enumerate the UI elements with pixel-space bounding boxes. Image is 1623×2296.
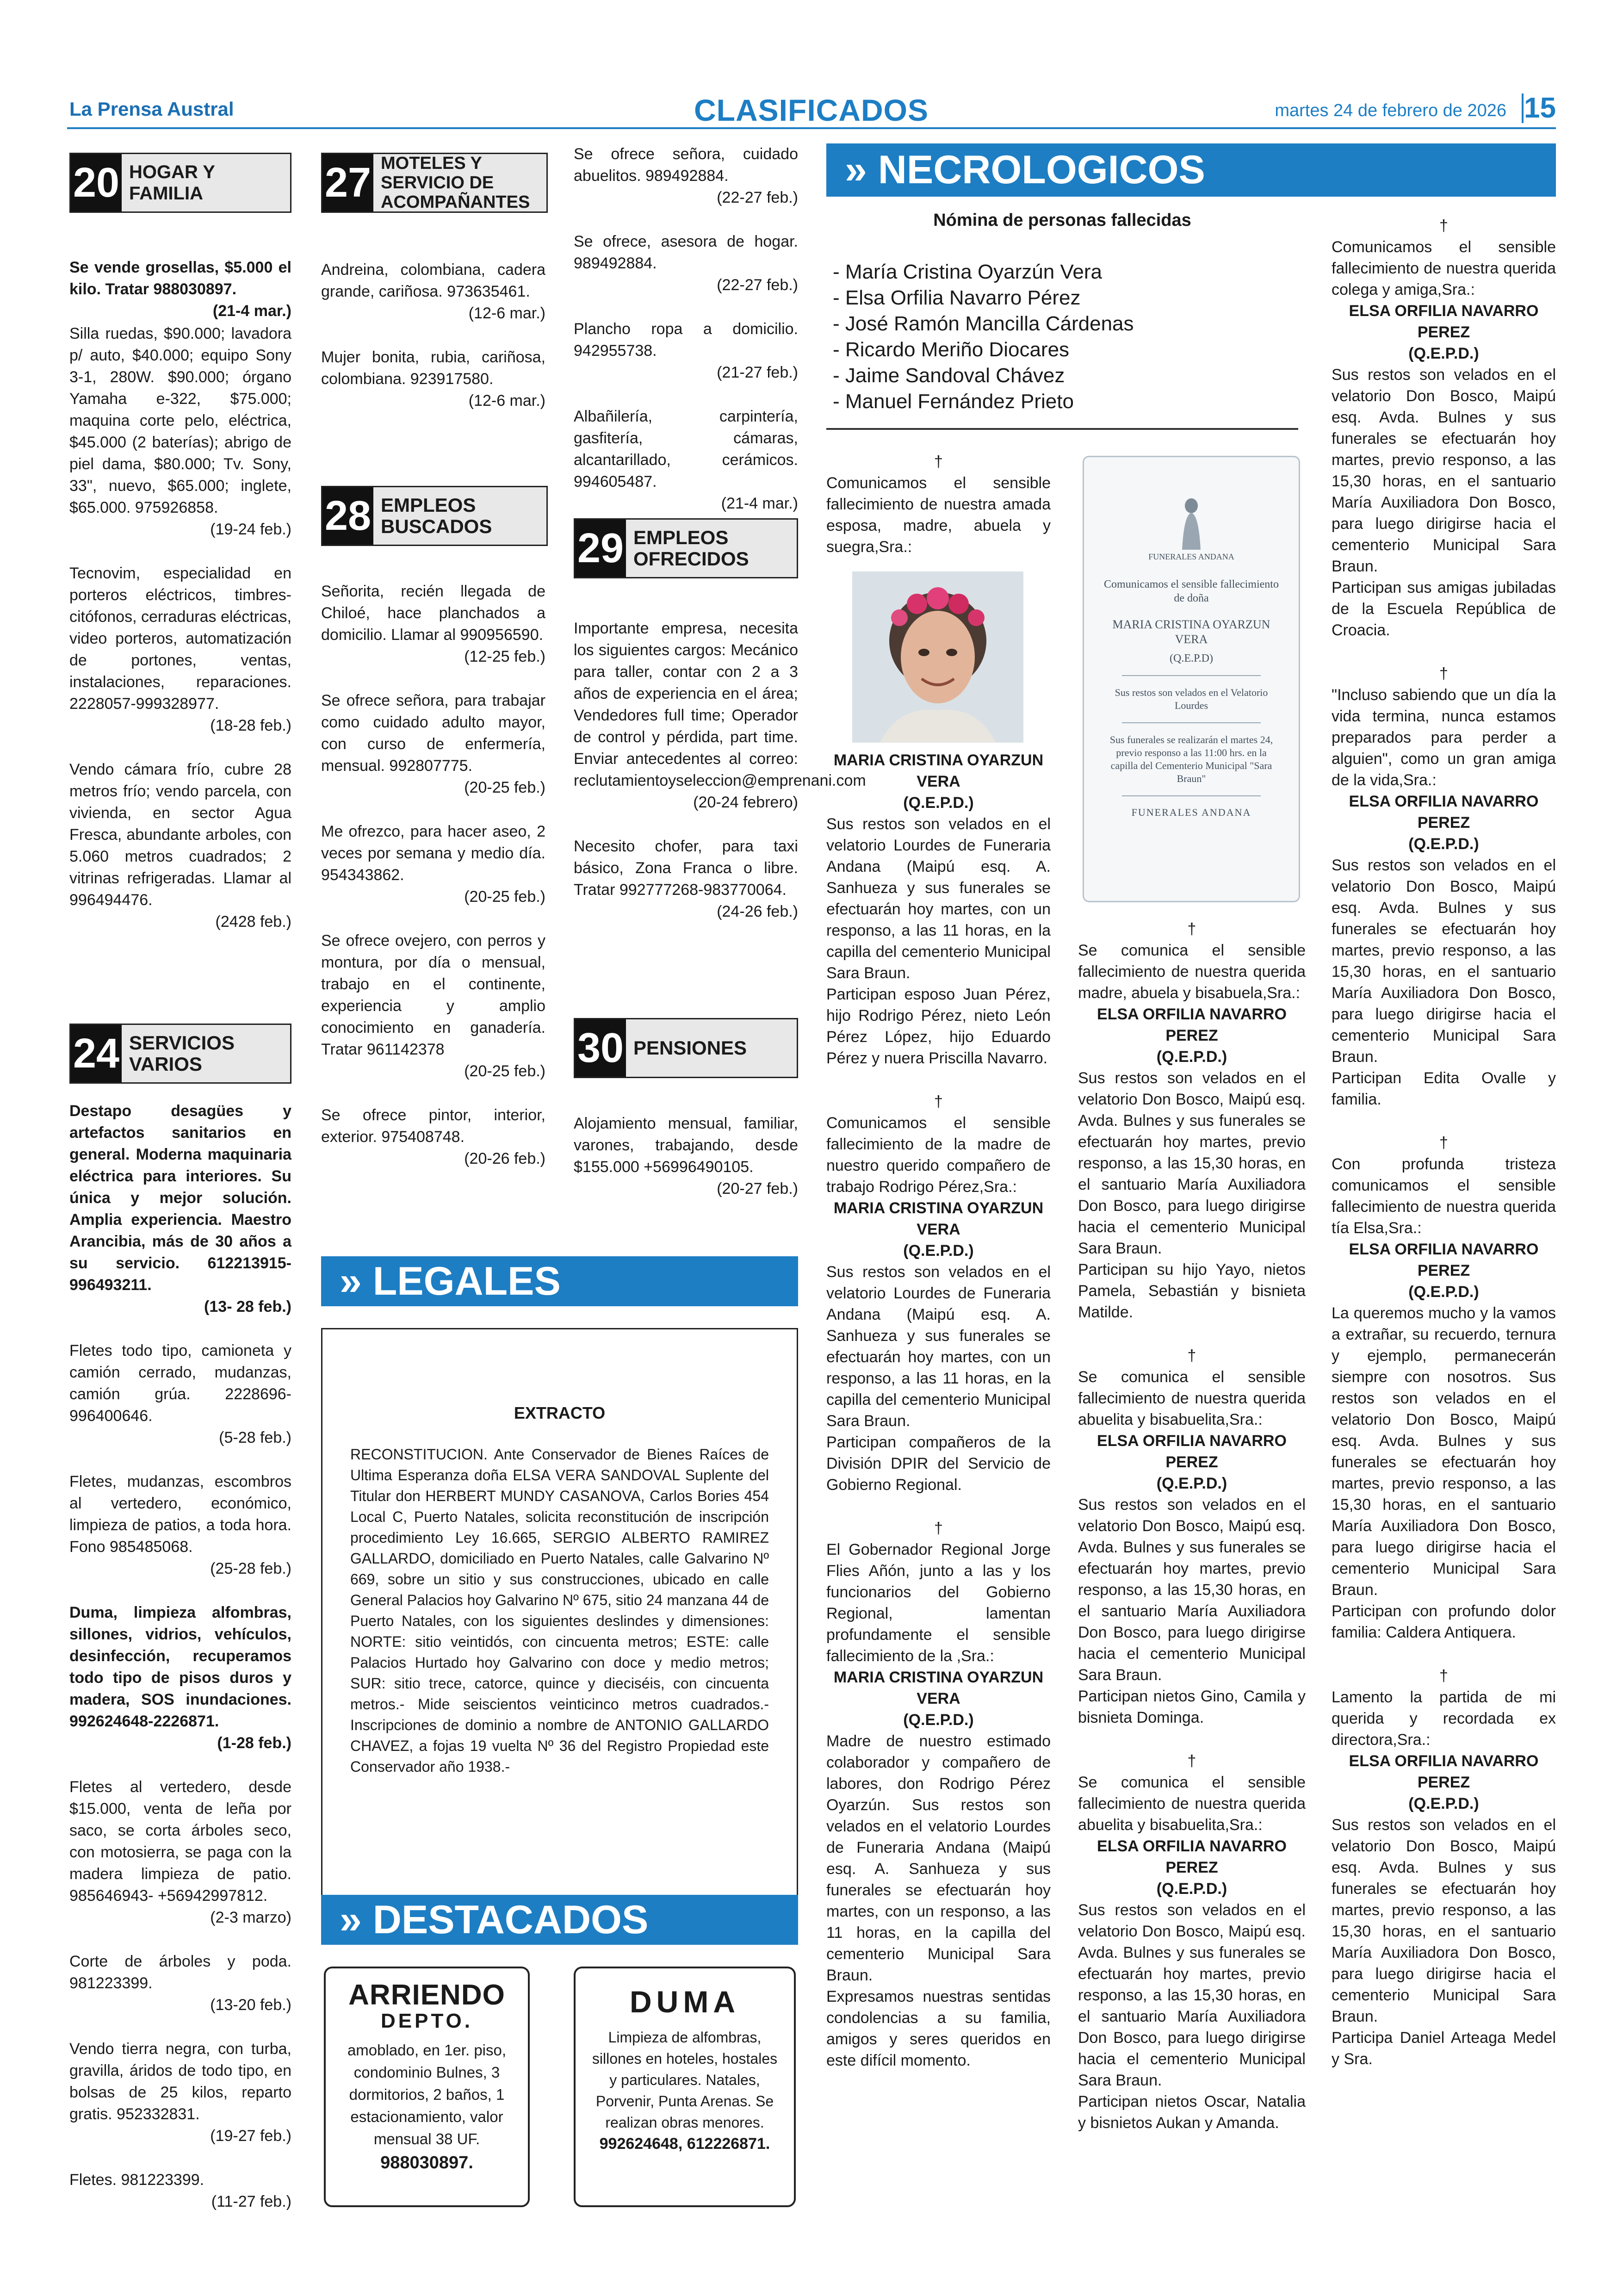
ad-text: Se ofrece señora, para trabajar como cuidado adulto mayor, con curso de enfermería, mensual. 992807775. — [321, 692, 545, 775]
ad-text: Vendo tierra negra, con turba, gravilla, áridos de todo tipo, en bolsas de 25 kilos, reparto gratis. 952332831. — [69, 2040, 291, 2123]
section-label: PENSIONES — [633, 1037, 747, 1059]
obituary-participants: Participan nietos Oscar, Natalia y bisnietos Aukan y Amanda. — [1078, 2093, 1306, 2132]
obituary — [1078, 1750, 1306, 2134]
header-separator — [1522, 93, 1524, 123]
obituary-intro: El Gobernador Regional Jorge Flies Añón, junto a las y los funcionarios del Gobierno Regional, lamentan profundamente el sensible fallecimiento de la ,Sra.: — [826, 1541, 1051, 1665]
obituary-name: ELSA ORFILIA NAVARRO PEREZ — [1097, 1005, 1287, 1044]
obituary-qepd: (Q.E.P.D.) — [1408, 1795, 1479, 1812]
section-number: 24 — [71, 1025, 122, 1082]
ad-text: Se ofrece, asesora de hogar. 989492884. — [574, 233, 798, 272]
virgin-figure-icon — [1177, 494, 1205, 550]
card-footer: FUNERALES ANDANA — [1131, 807, 1251, 818]
section-number: 29 — [575, 520, 626, 577]
nomina-list — [833, 259, 1295, 415]
section-header-29 — [574, 518, 798, 578]
section-header-28 — [321, 486, 548, 546]
obituary-intro — [826, 451, 1051, 558]
ad-date: (12-6 mar.) — [468, 304, 545, 322]
card-line1: Comunicamos el sensible fallecimiento de doña — [1104, 578, 1279, 604]
ad-text: Se ofrece pintor, interior, exterior. 975408748. — [321, 1106, 545, 1146]
ad-date: (20-26 feb.) — [464, 1150, 545, 1167]
classified-ad — [574, 318, 798, 384]
cross-icon: † — [934, 1093, 943, 1111]
ad-text: Corte de árboles y poda. 981223399. — [69, 1953, 291, 1992]
obituary-intro: Se comunica el sensible fallecimiento de nuestra querida madre, abuela y bisabuela,Sra.: — [1078, 942, 1306, 1002]
nomina-item: - Jaime Sandoval Chávez — [833, 364, 1065, 387]
classified-ad — [69, 1776, 291, 1929]
ad-subtitle: DEPTO. — [380, 2010, 473, 2032]
card-line2: Sus restos son velados en el Velatorio Lourdes — [1115, 687, 1268, 711]
column-hogar — [69, 257, 291, 955]
card-top: FUNERALES ANDANA — [1148, 552, 1234, 561]
ad-text: Andreina, colombiana, cadera grande, cariñosa. 973635461. — [321, 261, 545, 300]
classified-ad — [574, 618, 866, 813]
obituary-qepd: (Q.E.P.D.) — [1156, 1880, 1227, 1898]
ad-text: Señorita, recién llegada de Chiloé, hace planchados a domicilio. Llamar al 990956590. — [321, 583, 545, 644]
section-label: HOGAR Y FAMILIA — [129, 162, 215, 204]
classified-ad — [69, 2038, 291, 2147]
nomina-item: - Manuel Fernández Prieto — [833, 390, 1074, 413]
obituary — [826, 750, 1051, 1069]
ad-text: Plancho ropa a domicilio. 942955738. — [574, 320, 798, 360]
ad-date: (1-28 feb.) — [217, 1734, 291, 1752]
classified-ad — [69, 1471, 291, 1580]
obituary-participants: Participa Daniel Arteaga Medel y Sra. — [1332, 2029, 1556, 2068]
section-number: 30 — [575, 1019, 626, 1077]
extracto-body: RECONSTITUCION. Ante Conservador de Bienes Raíces de Ultima Esperanza doña ELSA VERA SANDOVAL Suplente del Titular don HERBERT MUNDY CASANOVA, Carlos Bories 454 Local C, Puerto Natales, solicita reconstitución de inscripción procedimiento Ley 16.665, SERGIO ALBERTO RAMIREZ GALLARDO, domiciliado en Puerto Natales, calle Galvarino Nº 669, sobre un sitio y sus construcciones, ubicado en calle General Palacios hoy Galvarino Nº 675, sitio 24 manzana 44 de Puerto Natales, con los siguientes deslindes y dimensiones: NORTE: sitio veintidós, con cincuenta metros; ESTE: calle Palacios Hurtado hoy Galvarino con doce y medio metros; SUR: sitio trece, catorce, quince y dieciséis, con cincuenta metros.- Mide seiscientos veinticinco metros cuadrados.-Inscripciones de dominio a nombre de ANTONIO GALLARDO CHAVEZ, a fojas 19 vuelta Nº 36 del Registro Propiedad este Conservador año 1938.- — [350, 1446, 769, 1775]
ad-date: (12-25 feb.) — [464, 648, 545, 665]
ad-text: Fletes, mudanzas, escombros al vertedero, económico, limpieza de patios, a toda hora. Fono 985485068. — [69, 1473, 291, 1556]
obituary — [1332, 1665, 1556, 2070]
classified-ad — [574, 406, 798, 515]
obituaries-column-b — [1078, 918, 1306, 2156]
column-empleos-ofrecidos — [574, 618, 866, 945]
cross-icon: † — [1439, 1134, 1448, 1152]
section-title: CLASIFICADOS — [694, 93, 929, 127]
ad-text: Se ofrece ovejero, con perros y montura, por día o mensual, trabajo en el continente, experiencia y amplio conocimiento en ganadería. Tratar 961142378 — [321, 932, 545, 1058]
ad-date: (20-25 feb.) — [464, 888, 545, 906]
cross-icon: † — [1187, 1752, 1196, 1770]
classified-ad — [321, 821, 545, 908]
classified-ad — [321, 581, 545, 668]
section-number: 28 — [322, 487, 373, 545]
nomina-item: - Ricardo Meriño Diocares — [833, 338, 1070, 361]
obituary-intro: Comunicamos el sensible fallecimiento de la madre de nuestro querido compañero de trabajo Rodrigo Pérez,Sra.: — [826, 1114, 1051, 1196]
cross-icon: † — [934, 453, 943, 471]
obituary — [1332, 215, 1556, 641]
obituary-body: Madre de nuestro estimado colaborador y compañero de labores, don Rodrigo Pérez Oyarzún. Sus restos son velados en el velatorio Lourdes de Funeraria Andana (Maipú esq. A. Sanhueza y sus funerales se efectuarán hoy martes, con un responso, a las 11 horas, en la capilla del cementerio Municipal Sara Braun. — [826, 1732, 1051, 1984]
obituary — [826, 1518, 1051, 2071]
section-label: MOTELES Y SERVICIO DE ACOMPAÑANTES — [381, 154, 530, 212]
ad-date: (21-4 mar.) — [212, 302, 291, 320]
obituary-intro: Comunicamos el sensible fallecimiento de nuestra querida colega y amiga,Sra.: — [1332, 238, 1556, 298]
obituaries-column-c — [1332, 215, 1556, 2092]
classified-ad — [574, 836, 798, 923]
obituary — [1078, 1345, 1306, 1728]
obituary-intro: Comunicamos el sensible fallecimiento de nuestra amada esposa, madre, abuela y suegra,Sra.: — [826, 474, 1051, 556]
section-label: EMPLEOS OFRECIDOS — [633, 527, 749, 570]
ad-title: DUMA — [630, 1985, 740, 2019]
obituary-name: ELSA ORFILIA NAVARRO PEREZ — [1349, 1752, 1539, 1791]
obituary-qepd: (Q.E.P.D.) — [1408, 835, 1479, 853]
section-number: 27 — [322, 154, 373, 211]
classified-ad — [321, 930, 545, 1082]
column-varios — [574, 143, 798, 537]
ad-text: Fletes todo tipo, camioneta y camión cerrado, mudanzas, camión grúa. 2228696-996400646. — [69, 1342, 291, 1425]
obituary-intro: Se comunica el sensible fallecimiento de nuestra querida abuelita y bisabuelita,Sra.: — [1078, 1368, 1306, 1428]
obituary — [826, 1091, 1051, 1496]
ad-date: (12-6 mar.) — [468, 392, 545, 410]
column-empleos-buscados — [321, 581, 545, 1192]
extracto-title: EXTRACTO — [514, 1403, 606, 1422]
obituary — [1332, 1132, 1556, 1643]
ad-text: Silla ruedas, $90.000; lavadora p/ auto, $40.000; equipo Sony 3-1, 280W. $90.000; órgano Yamaha e-322, $75.000; maquina corte pelo, eléctrica, $45.000 (2 baterías); abrigo de piel dama, $80.000; Tv. Sony, 33", nuevo, $65.000; inglete, $65.000. 975926858. — [69, 325, 291, 516]
cross-icon: † — [934, 1520, 943, 1537]
obituary-name: ELSA ORFILIA NAVARRO PEREZ — [1097, 1837, 1287, 1876]
ad-arriendo[interactable] — [324, 1967, 530, 2207]
section-number: 20 — [71, 154, 122, 211]
issue-date: martes 24 de febrero de 2026 — [1275, 101, 1506, 120]
cross-icon: † — [1439, 1667, 1448, 1685]
ad-date: (21-27 feb.) — [717, 364, 798, 381]
classified-ad — [574, 143, 798, 209]
ad-text: Mujer bonita, rubia, cariñosa, colombiana. 923917580. — [321, 348, 545, 388]
obituary-qepd: (Q.E.P.D.) — [1156, 1475, 1227, 1492]
cross-icon: † — [1187, 920, 1196, 938]
obituary-qepd: (Q.E.P.D.) — [903, 794, 974, 812]
obituary-body: Sus restos son velados en el velatorio Don Bosco, Maipú esq. Avda. Bulnes y sus funerales se efectuarán hoy martes, previo responso, a las 15,30 horas, en el santuario María Auxiliadora Don Bosco, para luego dirigirse hacia el cementerio Municipal Sara Braun. — [1078, 1496, 1306, 1684]
obituary-body: Sus restos son velados en el velatorio Don Bosco, Maipú esq. Avda. Bulnes y sus funerales se efectuarán hoy martes, previo responso, a las 15,30 horas, en el santuario María Auxiliadora Don Bosco, para luego dirigirse hacia el cementerio Municipal Sara Braun. — [1332, 1816, 1556, 2025]
section-header-30 — [574, 1018, 798, 1078]
ad-date: (19-24 feb.) — [210, 521, 291, 538]
cross-icon: † — [1439, 665, 1448, 683]
obituary-name: ELSA ORFILIA NAVARRO PEREZ — [1349, 793, 1539, 832]
classified-ad — [321, 690, 545, 799]
classified-ad — [69, 1951, 291, 2016]
obituary-qepd: (Q.E.P.D.) — [1156, 1048, 1227, 1066]
ad-date: (20-25 feb.) — [464, 1062, 545, 1080]
ad-text: Fletes. 981223399. — [69, 2171, 204, 2189]
obituary-body: Sus restos son velados en el velatorio Lourdes de Funeraria Andana (Maipú esq. A. Sanhueza y sus funerales se efectuarán hoy martes, con un responso, a las 11 horas, en la capilla del cementerio Municipal Sara Braun. — [826, 815, 1051, 982]
obituary-participants: Participan sus amigas jubiladas de la Escuela República de Croacia. — [1332, 579, 1556, 639]
newspaper-brand: La Prensa Austral — [69, 98, 234, 120]
ad-date: (5-28 feb.) — [219, 1429, 291, 1446]
ad-date: (11-27 feb.) — [211, 2193, 291, 2210]
ad-text: Duma, limpieza alfombras, sillones, vidrios, vehículos, desinfección, recuperamos todo tipo de pisos duros y madera, SOS inundaciones. 992624648-2226871. — [69, 1604, 291, 1730]
obituary-participants: Participan esposo Juan Pérez, hijo Rodrigo Pérez, nieto León Pérez López, hijo Eduardo Pérez y nuera Priscilla Navarro. — [826, 986, 1051, 1067]
obituary-intro: Lamento la partida de mi querida y recordada ex directora,Sra.: — [1332, 1688, 1556, 1749]
classified-ad — [574, 1113, 798, 1200]
classified-ad — [321, 347, 545, 412]
section-header-20 — [69, 153, 291, 213]
column-pensiones — [574, 1113, 798, 1222]
classified-ad — [321, 259, 545, 324]
obituary-body: Sus restos son velados en el velatorio Lourdes de Funeraria Andana (Maipú esq. A. Sanhueza y sus funerales se efectuarán hoy martes, con un responso, a las 11 horas, en la capilla del cementerio Municipal Sara Braun. — [826, 1263, 1051, 1430]
classified-ad — [69, 563, 291, 737]
column-moteles — [321, 259, 545, 434]
classified-ad — [69, 1340, 291, 1449]
obituary-participants: Expresamos nuestras sentidas condolencias a su familia, amigos y seres queridos en este difícil momento. — [826, 1988, 1051, 2069]
ad-date: (22-27 feb.) — [717, 189, 798, 206]
obituary-qepd: (Q.E.P.D.) — [1408, 345, 1479, 362]
nomina-rule — [826, 428, 1298, 430]
obituary-body: La queremos mucho y la vamos a extrañar, su recuerdo, ternura y ejemplo, permanecerán siempre con nosotros. Sus restos son velados en el velatorio Don Bosco, Maipú esq. Avda. Bulnes y sus funerales se efectuarán hoy martes, previo responso, a las 15,30 horas, en el santuario María Auxiliadora Don Bosco, para luego dirigirse hacia el cementerio Municipal Sara Braun. — [1332, 1304, 1556, 1599]
section-header-27 — [321, 153, 548, 213]
obituary-intro: Se comunica el sensible fallecimiento de nuestra querida abuelita y bisabuelita,Sra.: — [1078, 1774, 1306, 1834]
obituary — [1332, 663, 1556, 1110]
ad-text: Se vende grosellas, $5.000 el kilo. Tratar 988030897. — [69, 259, 291, 298]
obituary-participants: Participan compañeros de la División DPIR del Servicio de Gobierno Regional. — [826, 1433, 1051, 1494]
ad-text: Me ofrezco, para hacer aseo, 2 veces por semana y medio día. 954343862. — [321, 823, 545, 884]
cross-icon: † — [1187, 1347, 1196, 1365]
ad-date: (18-28 feb.) — [210, 717, 291, 734]
card-line3: Sus funerales se realizarán el martes 24, previo responso a las 11:00 hrs. en la capilla del Cementerio Municipal "Sara Braun" — [1109, 734, 1273, 784]
column-servicios — [69, 1100, 291, 2235]
obituary-participants: Participan con profundo dolor familia: Caldera Antiquera. — [1332, 1602, 1556, 1641]
classified-ad — [574, 231, 798, 296]
funeral-card — [1083, 456, 1300, 902]
necrologicos-banner: » NECROLOGICOS — [826, 143, 1556, 197]
ad-text: Albañilería, carpintería, gasfitería, cámaras, alcantarillado, cerámicos. 994605487. — [574, 408, 798, 490]
obituary-qepd: (Q.E.P.D.) — [903, 1242, 974, 1260]
legales-banner: » LEGALES — [321, 1256, 798, 1306]
ad-duma[interactable] — [574, 1967, 796, 2207]
ad-text: Destapo desagües y artefactos sanitarios en general. Moderna maquinaria eléctrica para interiores. Su única y mejor solución. Amplia experiencia. Maestro Arancibia, más de 30 años a su servicio. 61221391​5- 996493211. — [69, 1102, 291, 1294]
classified-ad — [69, 759, 291, 933]
obituaries-column-a — [826, 750, 1051, 2093]
ad-text: Vendo cámara frío, cubre 28 metros frío; vendo parcela, con vivienda, en sector Agua Fresca, abundante arboles, con 5.060 metros cuadrados; 2 vitrinas refrigeradas. Llamar al 996494476. — [69, 761, 291, 909]
ad-date: (13-20 feb.) — [210, 1996, 291, 2014]
ad-text: Necesito chofer, para taxi básico, Zona Franca o libre. Tratar 992777268-983770064. — [574, 838, 798, 899]
ad-text: Se ofrece señora, cuidado abuelitos. 989492884. — [574, 145, 798, 185]
obituary-participants: Participan nietos Gino, Camila y bisnieta Dominga. — [1078, 1688, 1306, 1726]
ad-text: Importante empresa, necesita los siguientes cargos: Mecánico para taller, contar con 2 a 3 años de experiencia en el área; Vendedores full time; Operador de control y pérdida, part time. Enviar antecedentes al correo: reclutamientoyseleccion@emprenani.com — [574, 620, 866, 789]
obituary-qepd: (Q.E.P.D.) — [903, 1711, 974, 1729]
cross-icon: † — [1439, 217, 1448, 235]
ad-date: (22-27 feb.) — [717, 276, 798, 294]
ad-phone: 988030897. — [380, 2153, 473, 2172]
ad-title: ARRIENDO — [348, 1979, 505, 2011]
ad-date: (24-26 feb.) — [717, 903, 798, 920]
ad-date: (2-3 marzo) — [210, 1909, 291, 1926]
obituary-name: MARIA CRISTINA OYARZUN VERA — [833, 1669, 1044, 1707]
obituary-name: ELSA ORFILIA NAVARRO PEREZ — [1349, 1241, 1539, 1279]
obituary — [1078, 918, 1306, 1323]
ad-date: (19-27 feb.) — [210, 2127, 291, 2145]
nomina-title: Nómina de personas fallecidas — [933, 211, 1191, 230]
classified-ad — [69, 1602, 291, 1754]
obituary-body: Sus restos son velados en el velatorio Don Bosco, Maipú esq. Avda. Bulnes y sus funerales se efectuarán hoy martes, previo responso, a las 15,30 horas, en el santuario María Auxiliadora Don Bosco, para luego dirigirse hacia el cementerio Municipal Sara Braun. — [1078, 1069, 1306, 1257]
page-number: 15 — [1524, 92, 1556, 124]
nomina-item: - Elsa Orfilia Navarro Pérez — [833, 286, 1081, 309]
ad-date: (21-4 mar.) — [721, 495, 798, 512]
ad-phone: 992624648, 612226871. — [599, 2135, 770, 2153]
classified-ad — [69, 257, 291, 540]
legales-box — [321, 1328, 798, 1916]
ad-text: Fletes al vertedero, desde $15.000, venta de leña por saco, se corta árboles seco, con motosierra, se paga con la madera limpieza de patio. 985646943- +56942997812. — [69, 1778, 291, 1905]
ad-body: Limpieza de alfombras, sillones en hoteles, hostales y particulares. Natales, Porvenir, Punta Arenas. Se realizan obras menores. — [592, 2029, 778, 2131]
ad-date: (25-28 feb.) — [210, 1560, 291, 1577]
card-qepd: (Q.E.P.D) — [1170, 652, 1213, 664]
classified-ad — [69, 1100, 291, 1318]
obituary-photo — [852, 571, 1023, 743]
ad-text: Tecnovim, especialidad en porteros eléctricos, timbres- citófonos, cerraduras eléctricas, video porteros, automatización de portones, ventas, instalaciones, reparaciones. 2228057-999328977. — [69, 565, 291, 713]
obituary-body: Sus restos son velados en el velatorio Don Bosco, Maipú esq. Avda. Bulnes y sus funerales se efectuarán hoy martes, previo responso, a las 15,30 horas, en el santuario María Auxiliadora Don Bosco, para luego dirigirse hacia el cementerio Municipal Sara Braun. — [1078, 1901, 1306, 2089]
obituary-intro: Con profunda tristeza comunicamos el sensible fallecimiento de nuestra querida tía Elsa,Sra.: — [1332, 1155, 1556, 1237]
nomina-item: - José Ramón Mancilla Cárdenas — [833, 312, 1134, 335]
classified-ad — [321, 1105, 545, 1170]
ad-date: (20-27 feb.) — [717, 1180, 798, 1198]
obituary-name: ELSA ORFILIA NAVARRO PEREZ — [1349, 302, 1539, 341]
card-name: MARIA CRISTINA OYARZUN VERA — [1112, 618, 1270, 646]
obituary-participants: Participan Edita Ovalle y familia. — [1332, 1069, 1556, 1108]
ad-date: (2428 feb.) — [215, 913, 291, 931]
header-rule — [67, 127, 1556, 129]
nomina-item: - María Cristina Oyarzún Vera — [833, 261, 1102, 283]
section-label: EMPLEOS BUSCADOS — [381, 494, 492, 537]
obituary-name: MARIA CRISTINA OYARZUN VERA — [833, 1199, 1044, 1238]
obituary-body: Sus restos son velados en el velatorio Don Bosco, Maipú esq. Avda. Bulnes y sus funerales se efectuarán hoy martes, previo responso, a las 15,30 horas, en el santuario María Auxiliadora Don Bosco, para luego dirigirse hacia el cementerio Municipal Sara Braun. — [1332, 856, 1556, 1066]
destacados-banner: » DESTACADOS — [321, 1895, 798, 1945]
obituary-name: MARIA CRISTINA OYARZUN VERA — [833, 751, 1044, 790]
obituary-intro: "Incluso sabiendo que un día la vida termina, nunca estamos preparados para perder a alguien", como un gran amiga de la vida,Sra.: — [1332, 686, 1556, 789]
obituary-qepd: (Q.E.P.D.) — [1408, 1283, 1479, 1301]
section-header-24 — [69, 1024, 291, 1084]
ad-date: (20-25 feb.) — [464, 779, 545, 796]
classified-ad — [69, 2169, 291, 2213]
obituary-participants: Participan su hijo Yayo, nietos Pamela, Sebastián y bisnieta Matilde. — [1078, 1261, 1306, 1321]
ad-text: Alojamiento mensual, familiar, varones, trabajando, desde $155.000 +56996490105. — [574, 1115, 798, 1176]
obituary-name: ELSA ORFILIA NAVARRO PEREZ — [1097, 1432, 1287, 1471]
ad-date: (20-24 febrero) — [693, 794, 798, 811]
ad-body: amoblado, en 1er. piso, condominio Bulnes, 3 dormitorios, 2 baños, 1 estacionamiento, valor mensual 38 UF. — [347, 2042, 507, 2147]
section-label: SERVICIOS VARIOS — [129, 1032, 235, 1075]
ad-date: (13- 28 feb.) — [204, 1298, 291, 1316]
obituary-body: Sus restos son velados en el velatorio Don Bosco, Maipú esq. Avda. Bulnes y sus funerales se efectuarán hoy martes, previo responso, a las 15,30 horas, en el santuario María Auxiliadora Don Bosco, para luego dirigirse hacia el cementerio Municipal Sara Braun. — [1332, 366, 1556, 575]
